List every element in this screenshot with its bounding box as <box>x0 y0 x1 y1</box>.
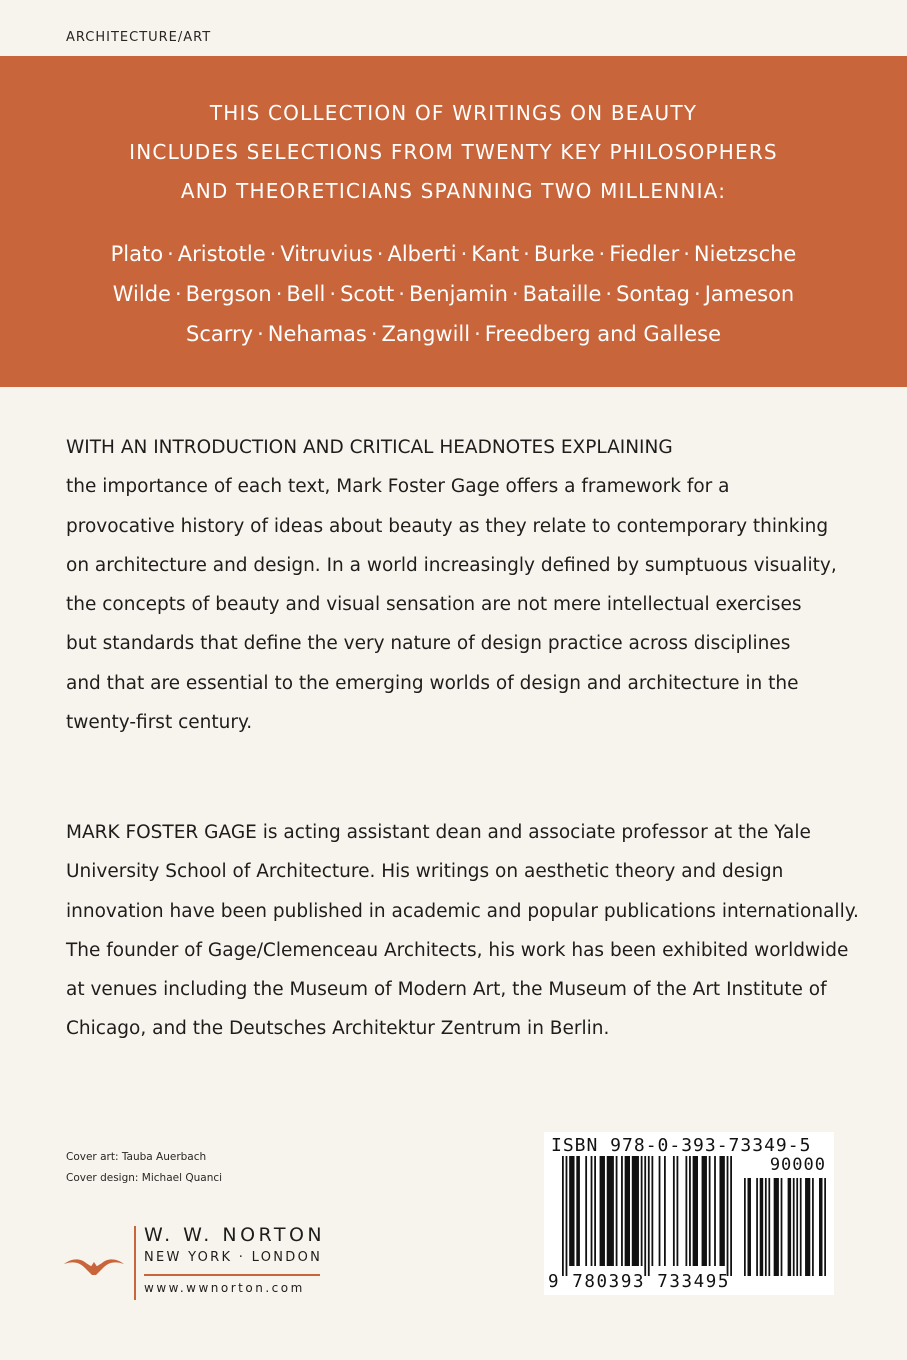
name-separator: · <box>257 322 264 346</box>
name-separator: · <box>523 242 530 266</box>
bio-line: MARK FOSTER GAGE is acting assistant dean and associate professor at the Yale <box>66 822 811 843</box>
contributors-band <box>0 56 907 387</box>
contributor-name: Nehamas <box>267 322 367 346</box>
publisher-name: W. W. NORTON <box>144 1224 326 1246</box>
barcode-bar <box>594 1156 596 1266</box>
ean13-bars <box>562 1156 732 1276</box>
name-separator: · <box>167 242 174 266</box>
barcode-bar <box>730 1156 732 1276</box>
name-separator: · <box>460 242 468 266</box>
barcode-bar <box>651 1156 653 1266</box>
description-line: twenty-first century. <box>66 712 253 734</box>
barcode-bar <box>747 1178 750 1276</box>
barcode-bar <box>562 1156 564 1276</box>
bio-line: The founder of Gage/Clemenceau Architects, his work has been exhibited worldwide <box>66 939 849 961</box>
addon-bars <box>744 1178 826 1276</box>
barcode-bar <box>702 1156 707 1266</box>
barcode-bar <box>607 1156 614 1266</box>
description-line: WITH AN INTRODUCTION AND CRITICAL HEADNOTES EXPLAINING <box>66 437 673 458</box>
seagull-logo-icon <box>62 1242 126 1282</box>
publisher-cities: NEW YORK · LONDON <box>144 1250 323 1265</box>
publisher-url: www.wwnorton.com <box>144 1281 305 1295</box>
contributor-name: Scarry <box>186 322 254 346</box>
isbn-barcode <box>544 1132 834 1295</box>
name-separator: · <box>370 322 378 346</box>
bio-line: innovation have been published in academic and popular publications internationally. <box>66 900 859 922</box>
name-separator: · <box>694 282 701 306</box>
name-separator: · <box>376 242 384 266</box>
barcode-bar <box>632 1156 639 1266</box>
publisher-divider <box>134 1226 136 1300</box>
barcode-bar <box>793 1178 795 1276</box>
barcode-bar <box>765 1178 767 1276</box>
intro-line: INCLUDES SELECTIONS FROM TWENTY KEY PHILOSOPHERS <box>129 140 778 164</box>
contributor-name: Bataille <box>522 282 602 306</box>
barcode-bar <box>685 1156 687 1266</box>
barcode-bar <box>641 1156 643 1266</box>
bio-line: University School of Architecture. His writings on aesthetic theory and design <box>66 861 784 883</box>
contributor-name: Kant <box>471 242 520 266</box>
name-separator: · <box>511 282 519 306</box>
barcode-bar <box>744 1178 746 1276</box>
barcode-bar <box>781 1178 783 1276</box>
barcode-bar <box>591 1156 593 1266</box>
barcode-bar <box>576 1156 580 1266</box>
description-line: the importance of each text, Mark Foster Gage offers a framework for a <box>66 476 730 498</box>
name-separator: · <box>275 282 283 306</box>
name-separator: · <box>269 242 277 266</box>
barcode-bar <box>625 1156 630 1266</box>
barcode-bar <box>616 1156 618 1266</box>
book-description <box>66 428 837 742</box>
contributor-row <box>40 274 867 314</box>
barcode-bar <box>600 1156 605 1266</box>
barcode-bar <box>689 1156 691 1266</box>
description-line: provocative history of ideas about beauty as they relate to contemporary thinking <box>66 515 829 537</box>
barcode-bar <box>673 1156 675 1266</box>
name-separator: · <box>329 282 337 306</box>
contributor-name: Vitruvius <box>280 242 373 266</box>
contributor-name: Aristotle <box>177 242 266 266</box>
barcode-bar <box>709 1156 711 1266</box>
barcode-bar <box>714 1156 716 1266</box>
description-line: the concepts of beauty and visual sensation are not mere intellectual exercises <box>66 594 802 616</box>
name-separator: · <box>683 242 690 266</box>
barcode-bar <box>756 1178 758 1276</box>
description-line: and that are essential to the emerging worlds of design and architecture in the <box>66 672 799 694</box>
contributor-name: Jameson <box>704 282 795 306</box>
contributor-name: Bell <box>286 282 326 306</box>
barcode-bar <box>768 1178 770 1276</box>
author-bio <box>66 813 859 1049</box>
barcode-bar <box>819 1178 822 1276</box>
barcode-bar <box>727 1156 729 1276</box>
name-separator: · <box>398 282 405 306</box>
barcode-bar <box>585 1156 587 1266</box>
intro-line: THIS COLLECTION OF WRITINGS ON BEAUTY <box>209 101 698 125</box>
name-separator: · <box>474 322 481 346</box>
cover-credits <box>66 1147 222 1189</box>
description-line: on architecture and design. In a world increasingly defined by sumptuous visuality, <box>66 554 837 576</box>
publisher-rule <box>144 1274 320 1276</box>
contributor-name: Burke <box>533 242 595 266</box>
bio-line: Chicago, and the Deutsches Architektur Zentrum in Berlin. <box>66 1018 610 1040</box>
description-line: but standards that define the very nature of design practice across disciplines <box>66 633 791 655</box>
barcode-bar <box>664 1156 666 1266</box>
contributor-name: Bergson <box>185 282 272 306</box>
intro-line: AND THEORETICIANS SPANNING TWO MILLENNIA: <box>180 179 727 203</box>
contributor-name: Zangwill <box>381 322 471 346</box>
barcode-bar <box>800 1178 802 1276</box>
barcode-bar <box>805 1178 810 1276</box>
barcode-bar <box>796 1178 798 1276</box>
contributor-name: Wilde <box>112 282 171 306</box>
barcode-bar <box>648 1156 650 1276</box>
barcode-bar <box>719 1156 724 1266</box>
barcode-bar <box>774 1178 779 1276</box>
barcode-digits: 9 780393 733495 <box>548 1272 731 1292</box>
price-code: 90000 <box>769 1155 826 1175</box>
barcode-bar <box>824 1178 826 1276</box>
publisher-imprint <box>62 1222 332 1302</box>
cover-art-credit: Cover art: Tauba Auerbach <box>66 1151 207 1163</box>
isbn-number: ISBN 978-0-393-73349-5 <box>551 1135 812 1156</box>
cover-design-credit: Cover design: Michael Quanci <box>66 1172 223 1184</box>
contributor-name: Sontag <box>616 282 691 306</box>
contributor-names <box>40 234 867 354</box>
barcode-bar <box>566 1156 568 1276</box>
contributor-name: Nietzsche <box>693 242 797 266</box>
name-separator: · <box>598 242 606 266</box>
contributor-name: Freedberg and Gallese <box>484 322 721 346</box>
contributor-row <box>40 314 867 354</box>
barcode-bar <box>760 1178 763 1276</box>
barcode-bar <box>812 1178 814 1276</box>
contributor-row <box>40 234 867 274</box>
barcode-bar <box>677 1156 679 1266</box>
category-label: ARCHITECTURE/ART <box>66 30 212 45</box>
barcode-bar <box>788 1178 791 1276</box>
name-separator: · <box>174 282 182 306</box>
bio-line: at venues including the Museum of Modern Art, the Museum of the Art Institute of <box>66 979 827 1001</box>
barcode-bar <box>644 1156 646 1276</box>
barcode-bar <box>659 1156 661 1266</box>
barcode-bar <box>693 1156 698 1266</box>
barcode-bar <box>569 1156 574 1266</box>
collection-intro <box>80 94 827 211</box>
contributor-name: Scott <box>340 282 395 306</box>
contributor-name: Plato <box>110 242 164 266</box>
contributor-name: Alberti <box>387 242 457 266</box>
contributor-name: Benjamin <box>408 282 508 306</box>
name-separator: · <box>605 282 613 306</box>
contributor-name: Fiedler <box>609 242 680 266</box>
barcode-bar <box>621 1156 623 1266</box>
